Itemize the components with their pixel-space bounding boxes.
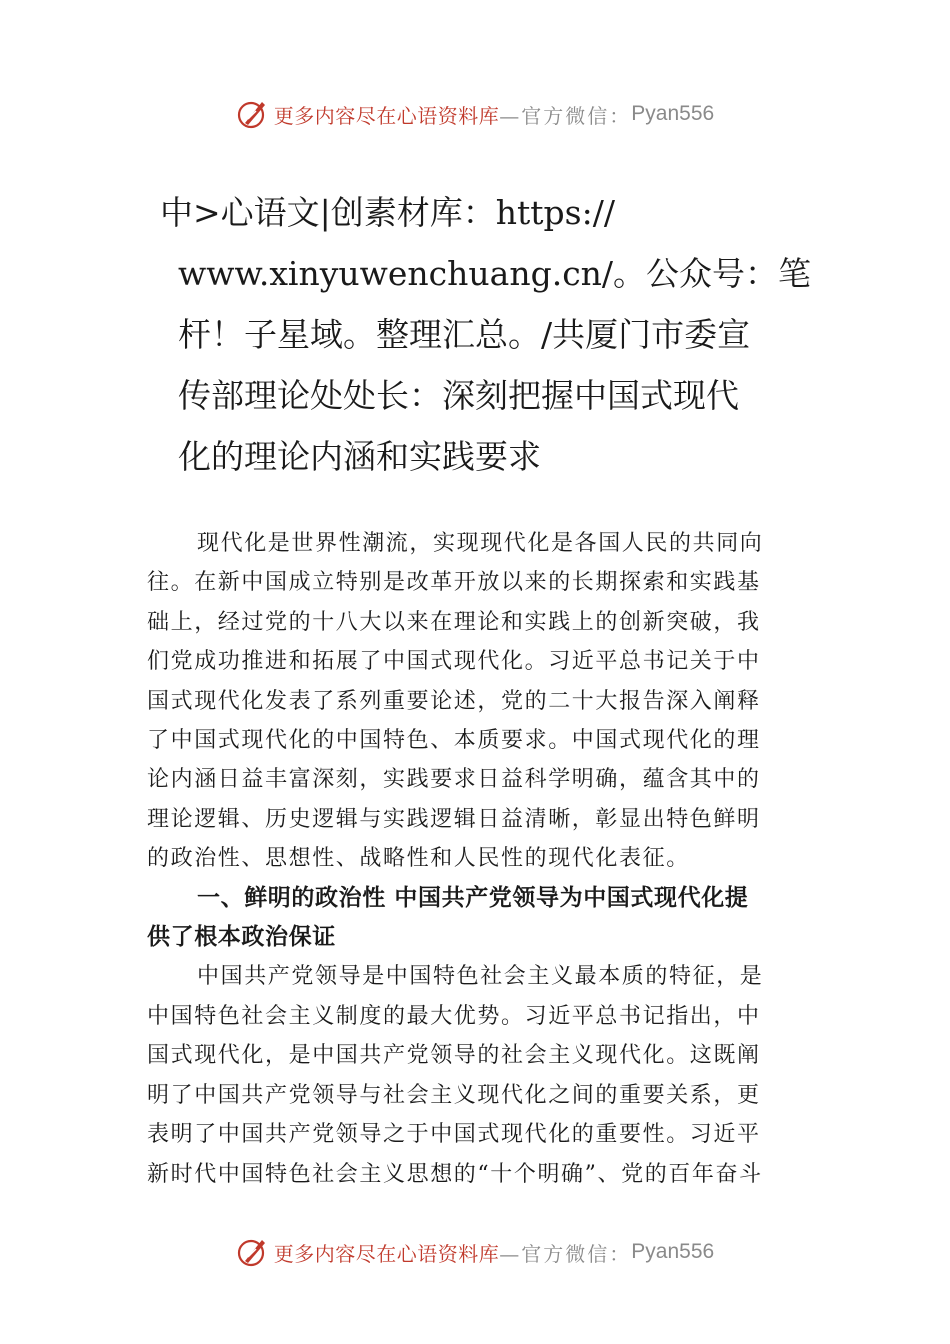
text-line: 们党成功推进和拓展了中国式现代化。习近平总书记关于中 (147, 649, 761, 675)
section-heading-1 (147, 879, 807, 958)
title-line: www.xinyuwenchuang.cn/。公众号：笔 (178, 254, 812, 293)
heading-line: 一、鲜明的政治性 中国共产党领导为中国式现代化提 (197, 884, 749, 911)
banner-brand-text: 更多内容尽在心语资料库 (273, 1241, 500, 1266)
document-title (160, 182, 810, 487)
quill-pen-logo-icon (236, 97, 270, 131)
text-line: 国式现代化，是中国共产党领导的社会主义现代化。这既阐 (147, 1043, 761, 1069)
text-line: 明了中国共产党领导与社会主义现代化之间的重要关系，更 (147, 1082, 761, 1108)
banner-wechat-label: —官方微信： (499, 1241, 632, 1266)
text-line: 现代化是世界性潮流，实现现代化是各国人民的共同向 (197, 531, 764, 556)
title-line: 传部理论处处长：深刻把握中国式现代 (178, 376, 739, 415)
footer-banner (0, 1232, 950, 1272)
heading-line: 供了根本政治保证 (147, 924, 336, 951)
text-line: 础上，经过党的十八大以来在理论和实践上的创新突破，我 (147, 609, 761, 635)
title-line: 杆！子星域。整理汇总。/共厦门市委宣 (178, 315, 751, 354)
text-line: 表明了中国共产党领导之于中国式现代化的重要性。习近平 (147, 1122, 761, 1148)
banner-wechat-id: Pyan556 (631, 102, 715, 125)
title-line: 化的理论内涵和实践要求 (178, 437, 541, 476)
header-banner (0, 94, 950, 134)
text-line: 论内涵日益丰富深刻，实践要求日益科学明确，蕴含其中的 (147, 767, 761, 793)
document-body (147, 524, 807, 1194)
text-line: 往。在新中国成立特别是改革开放以来的长期探索和实践基 (147, 570, 761, 596)
text-line: 国式现代化发表了系列重要论述，党的二十大报告深入阐释 (147, 688, 761, 714)
text-line: 中国特色社会主义制度的最大优势。习近平总书记指出，中 (147, 1003, 761, 1029)
quill-pen-logo-icon (236, 1235, 270, 1269)
text-line: 理论逻辑、历史逻辑与实践逻辑日益清晰，彰显出特色鲜明 (147, 806, 761, 832)
banner-wechat-id: Pyan556 (631, 1240, 715, 1263)
paragraph-section-1 (147, 957, 807, 1193)
text-line: 了中国式现代化的中国特色、本质要求。中国式现代化的理 (147, 728, 761, 754)
text-line: 的政治性、思想性、战略性和人民性的现代化表征。 (147, 846, 690, 872)
banner-brand-text: 更多内容尽在心语资料库 (273, 103, 500, 128)
text-line: 新时代中国特色社会主义思想的“十个明确”、党的百年奋斗 (147, 1161, 763, 1187)
title-line: 中>心语文|创素材库：https:// (160, 193, 615, 232)
banner-wechat-label: —官方微信： (499, 103, 632, 128)
text-line: 中国共产党领导是中国特色社会主义最本质的特征，是 (197, 964, 764, 990)
paragraph-intro (147, 524, 807, 879)
